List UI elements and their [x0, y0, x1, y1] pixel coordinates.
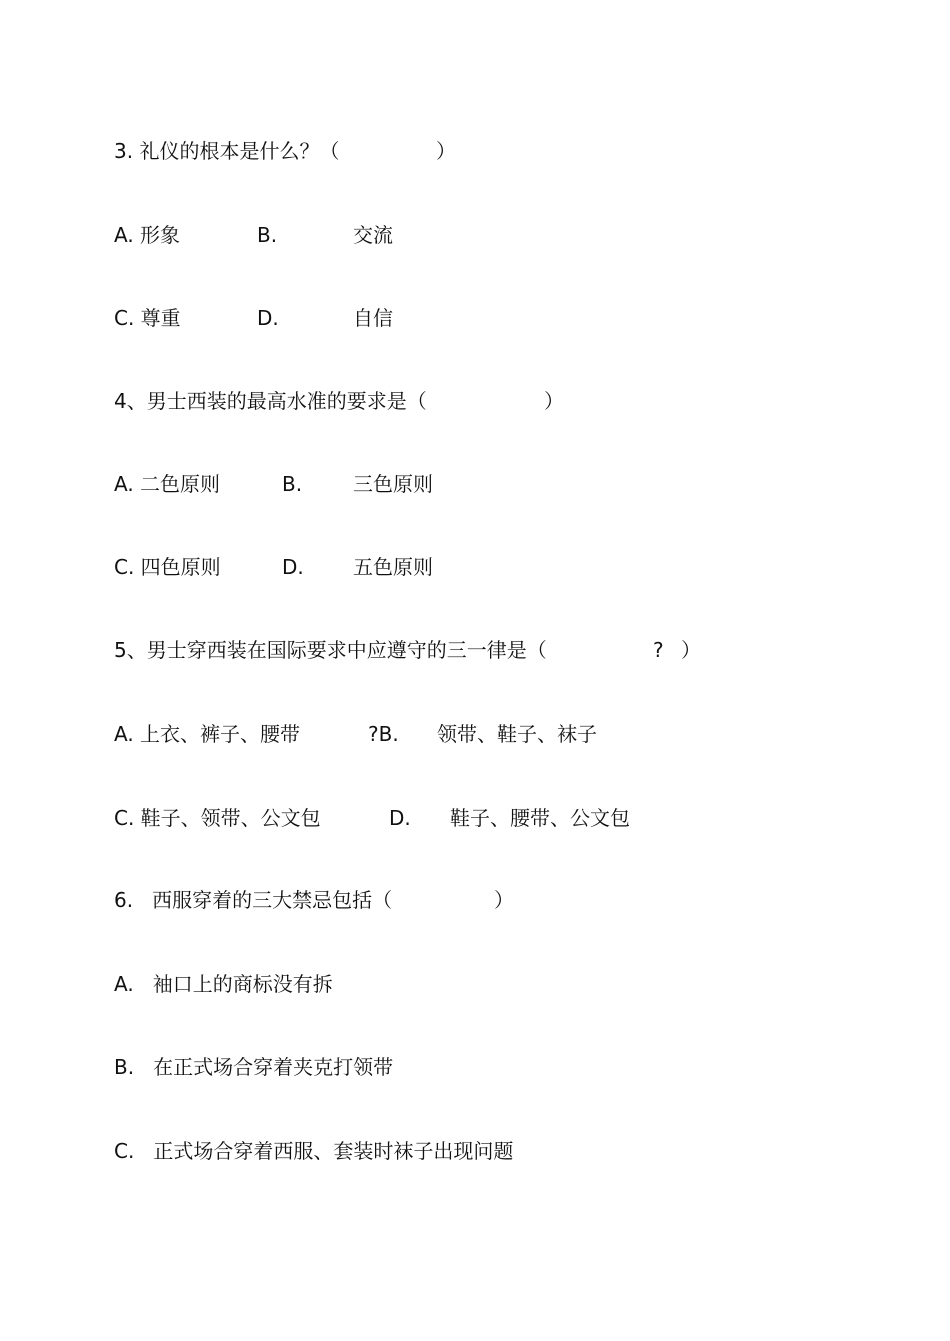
question-5-mark: ?	[653, 638, 664, 662]
question-5-text: 5、男士穿西装在国际要求中应遵守的三一律是（	[114, 638, 547, 662]
question-3-options-row-2	[114, 304, 393, 332]
question-3-options-row-1	[114, 221, 393, 249]
question-6-option-b	[114, 1053, 394, 1081]
question-6-option-c	[114, 1137, 514, 1165]
question-5-close-paren: ）	[681, 638, 701, 662]
option-c: C. 四色原则	[114, 555, 221, 579]
option-b-letter: B.	[282, 472, 303, 496]
question-3	[114, 137, 456, 165]
question-6-close-paren: ）	[494, 888, 514, 912]
question-3-text: 3. 礼仪的根本是什么？（	[114, 139, 340, 163]
option-d-text: 自信	[353, 306, 393, 330]
question-4-text: 4、男士西装的最高水准的要求是（	[114, 389, 427, 413]
question-4-options-row-2	[114, 553, 433, 581]
question-6-text: 6. 西服穿着的三大禁忌包括（	[114, 888, 393, 912]
option-c: C. 正式场合穿着西服、套装时袜子出现问题	[114, 1139, 514, 1163]
question-4-options-row-1	[114, 470, 433, 498]
question-4	[114, 387, 564, 415]
option-a: A. 袖口上的商标没有拆	[114, 972, 333, 996]
option-c: C. 鞋子、领带、公文包	[114, 806, 321, 830]
option-d-letter: D.	[282, 555, 304, 579]
option-d-letter: D.	[257, 306, 279, 330]
option-d-text: 鞋子、腰带、公文包	[450, 806, 630, 830]
question-5-options-row-2	[114, 804, 630, 832]
option-c: C. 尊重	[114, 306, 181, 330]
option-d-text: 五色原则	[353, 555, 433, 579]
option-b-text: 三色原则	[353, 472, 433, 496]
question-4-close-paren: ）	[544, 389, 564, 413]
option-d-letter: D.	[389, 806, 411, 830]
question-6-option-a	[114, 970, 333, 998]
option-a: A. 上衣、裤子、腰带	[114, 722, 301, 746]
question-5-options-row-1	[114, 720, 597, 748]
question-6	[114, 886, 514, 914]
question-3-close-paren: ）	[436, 139, 456, 163]
option-a: A. 二色原则	[114, 472, 221, 496]
question-5	[114, 636, 701, 664]
option-b-text: 领带、鞋子、袜子	[437, 722, 597, 746]
option-a: A. 形象	[114, 223, 181, 247]
option-b-letter: ?B.	[368, 722, 399, 746]
option-b: B. 在正式场合穿着夹克打领带	[114, 1055, 394, 1079]
option-b-text: 交流	[353, 223, 393, 247]
option-b-letter: B.	[257, 223, 278, 247]
